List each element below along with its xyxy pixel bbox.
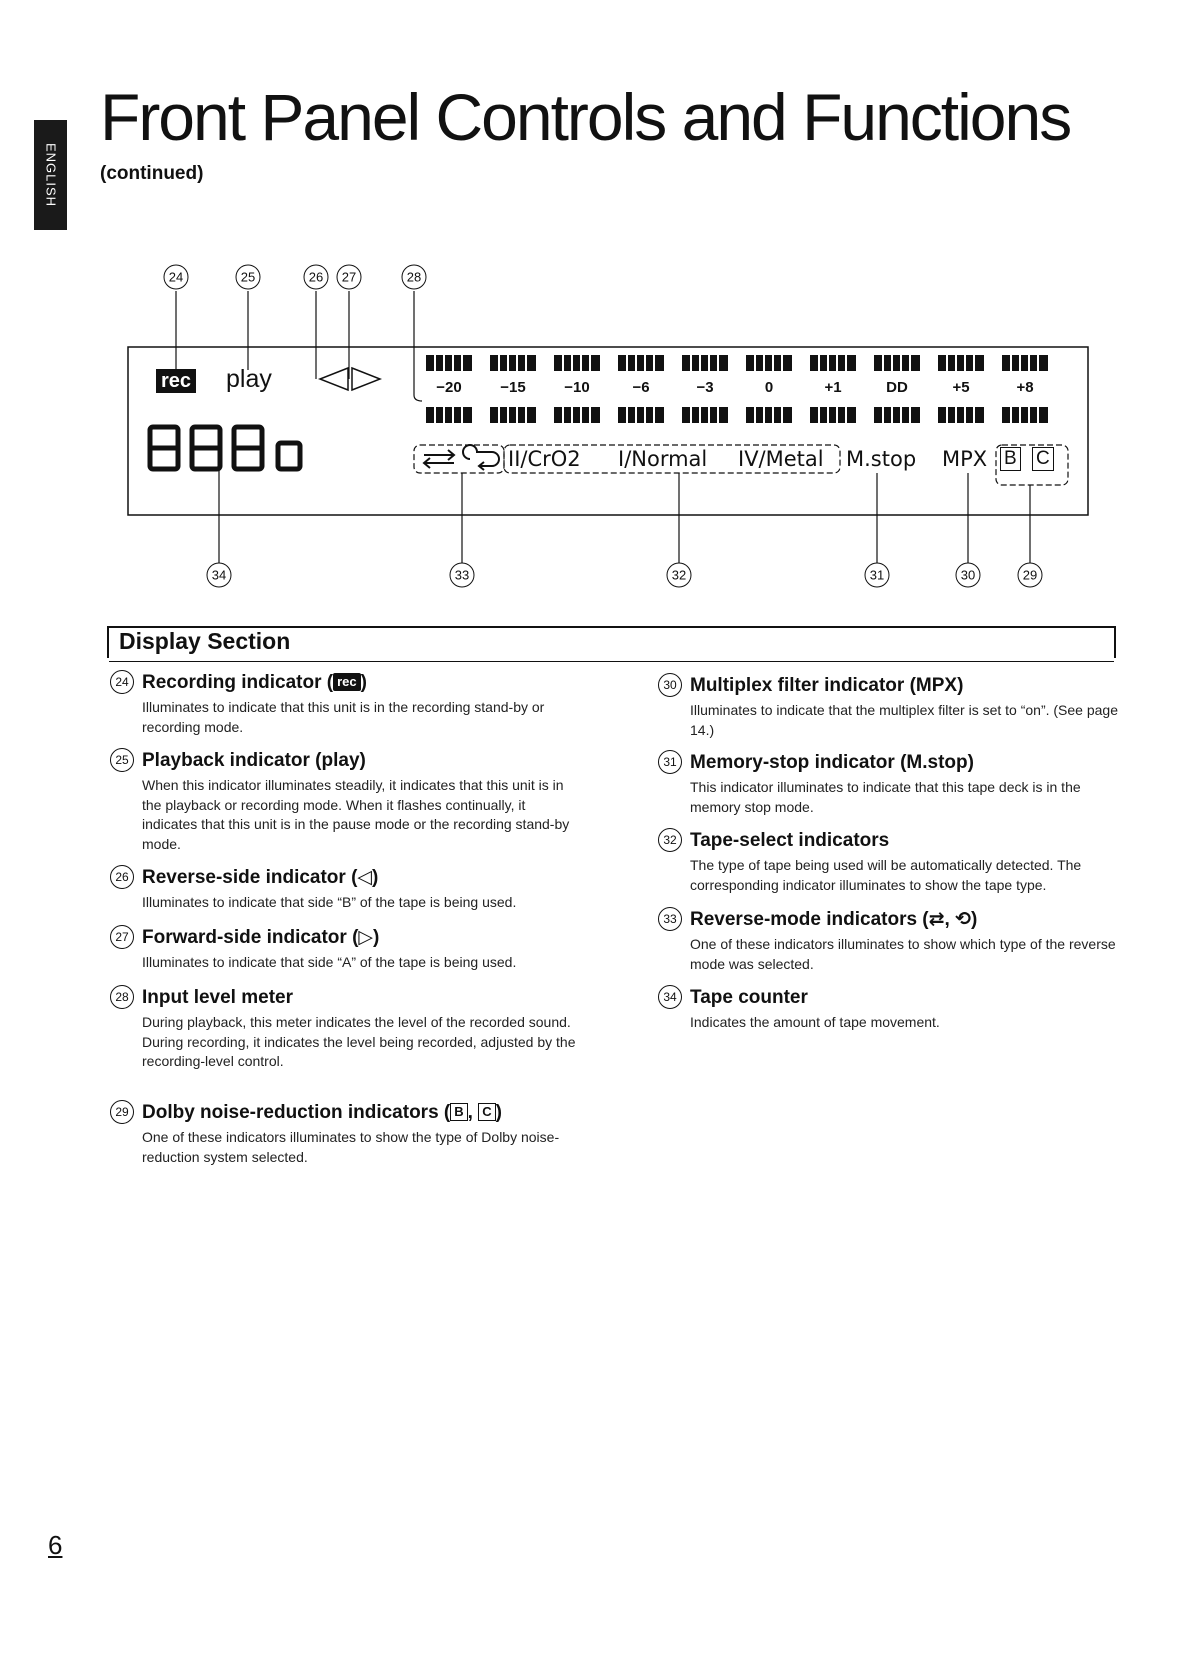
section-title: Display Section: [119, 628, 291, 654]
dolby-c-indicator: C: [1032, 447, 1054, 471]
item-title: Tape-select indicators: [690, 830, 890, 851]
callout-28: 28: [402, 265, 427, 290]
item-24: [110, 670, 580, 737]
item-33: [658, 907, 1118, 974]
item-number: 26: [110, 865, 134, 889]
item-title: Reverse-side indicator (◁): [142, 867, 379, 888]
dolby-c-box-icon: C: [478, 1103, 495, 1121]
tape-chrome-indicator: II/CrO2: [508, 447, 581, 471]
item-title: Playback indicator (play): [142, 750, 366, 771]
reverse-side-arrow-icon: [320, 368, 348, 390]
meter-label: −15: [500, 379, 526, 396]
callout-27: 27: [337, 265, 362, 290]
item-title: Dolby noise-reduction indicators ( B , C ): [142, 1102, 502, 1123]
item-description: One of these indicators illuminates to show the type of Dolby noise-reduction system selected.: [142, 1129, 560, 1165]
item-title: Reverse-mode indicators (⇄, ⟲): [690, 909, 978, 930]
tape-metal-indicator: IV/Metal: [738, 447, 824, 471]
item-description: One of these indicators illuminates to show which type of the reverse mode was selected.: [690, 936, 1116, 972]
item-32: [658, 828, 1118, 895]
page-number: 6: [48, 1530, 63, 1560]
meter-label: 0: [764, 379, 774, 396]
rec-badge-icon: rec: [333, 673, 361, 691]
item-number: 33: [658, 907, 682, 931]
page-subtitle: (continued): [100, 163, 204, 184]
mstop-indicator: M.stop: [846, 447, 917, 471]
item-number: 32: [658, 828, 682, 852]
item-description: Illuminates to indicate that the multiplex filter is set to “on”. (See page 14.): [690, 702, 1118, 738]
language-tab: [34, 120, 67, 230]
reverse-mode-icons: [424, 445, 499, 470]
callout-32: 32: [667, 563, 692, 588]
item-number: 25: [110, 748, 134, 772]
item-number: 28: [110, 985, 134, 1009]
tape-normal-indicator: I/Normal: [618, 447, 708, 471]
mpx-indicator: MPX: [942, 447, 988, 471]
callout-25: 25: [236, 265, 261, 290]
item-title: Tape counter: [690, 987, 808, 1008]
item-description: Illuminates to indicate that side “A” of the tape is being used.: [142, 954, 517, 970]
item-description: Illuminates to indicate that side “B” of the tape is being used.: [142, 894, 517, 910]
item-title: Multiplex filter indicator (MPX): [690, 675, 964, 696]
callout-31: 31: [865, 563, 890, 588]
forward-side-arrow-icon: [352, 368, 380, 390]
item-description: When this indicator illuminates steadily, it indicates that this unit is in the playback or recording mode. When it flashes continually, it indicates that this unit is in the pause mode or the recording stand-by mode.: [142, 777, 570, 852]
item-description: During recording, it indicates the level being recorded, adjusted by the recording-level control.: [142, 1033, 576, 1069]
item-number: 29: [110, 1100, 134, 1124]
item-number: 27: [110, 925, 134, 949]
diagram-lines: [120, 255, 1100, 600]
display-diagram: [120, 255, 1100, 600]
item-30: [658, 673, 1118, 740]
item-34: [658, 985, 1118, 1033]
counter-digits-icon: [150, 427, 300, 469]
item-25: [110, 748, 580, 854]
meter-label: −10: [564, 379, 590, 396]
meter-label: +5: [952, 379, 970, 396]
callout-33: 33: [450, 563, 475, 588]
item-31: [658, 750, 1118, 817]
item-title: Input level meter: [142, 987, 293, 1008]
language-tab-label: ENGLISH: [43, 142, 58, 208]
section-header: [107, 626, 1116, 658]
meter-label: +1: [824, 379, 842, 396]
dolby-b-box-icon: B: [450, 1103, 467, 1121]
play-indicator: play: [226, 365, 272, 393]
item-title: Forward-side indicator (▷): [142, 927, 380, 948]
item-26: [110, 865, 580, 913]
item-27: [110, 925, 580, 973]
meter-label: +8: [1016, 379, 1034, 396]
item-28: [110, 985, 580, 1072]
callout-24: 24: [164, 265, 189, 290]
item-description: The type of tape being used will be automatically detected. The corresponding indicator illuminates to show the tape type.: [690, 857, 1082, 893]
meter-label: −3: [696, 379, 714, 396]
item-description: Indicates the amount of tape movement.: [690, 1014, 940, 1030]
callout-26: 26: [304, 265, 329, 290]
item-number: 30: [658, 673, 682, 697]
callout-30: 30: [956, 563, 981, 588]
meter-label: −20: [436, 379, 462, 396]
meter-label: DD: [886, 379, 908, 396]
callout-29: 29: [1018, 563, 1043, 588]
page-title: Front Panel Controls and Functions: [100, 80, 1071, 154]
callout-34: 34: [207, 563, 232, 588]
item-title: Recording indicator ( rec ): [142, 672, 367, 693]
item-number: 34: [658, 985, 682, 1009]
item-description: This indicator illuminates to indicate that this tape deck is in the memory stop mode.: [690, 779, 1081, 815]
item-description: Illuminates to indicate that this unit is in the recording stand-by or recording mode.: [142, 699, 545, 735]
dolby-b-indicator: B: [1000, 447, 1021, 471]
rec-indicator: rec: [156, 369, 196, 393]
item-title: Memory-stop indicator (M.stop): [690, 752, 974, 773]
item-number: 31: [658, 750, 682, 774]
meter-label: −6: [632, 379, 650, 396]
item-29: [110, 1100, 580, 1167]
item-description: During playback, this meter indicates the level of the recorded sound.: [142, 1014, 571, 1030]
item-number: 24: [110, 670, 134, 694]
